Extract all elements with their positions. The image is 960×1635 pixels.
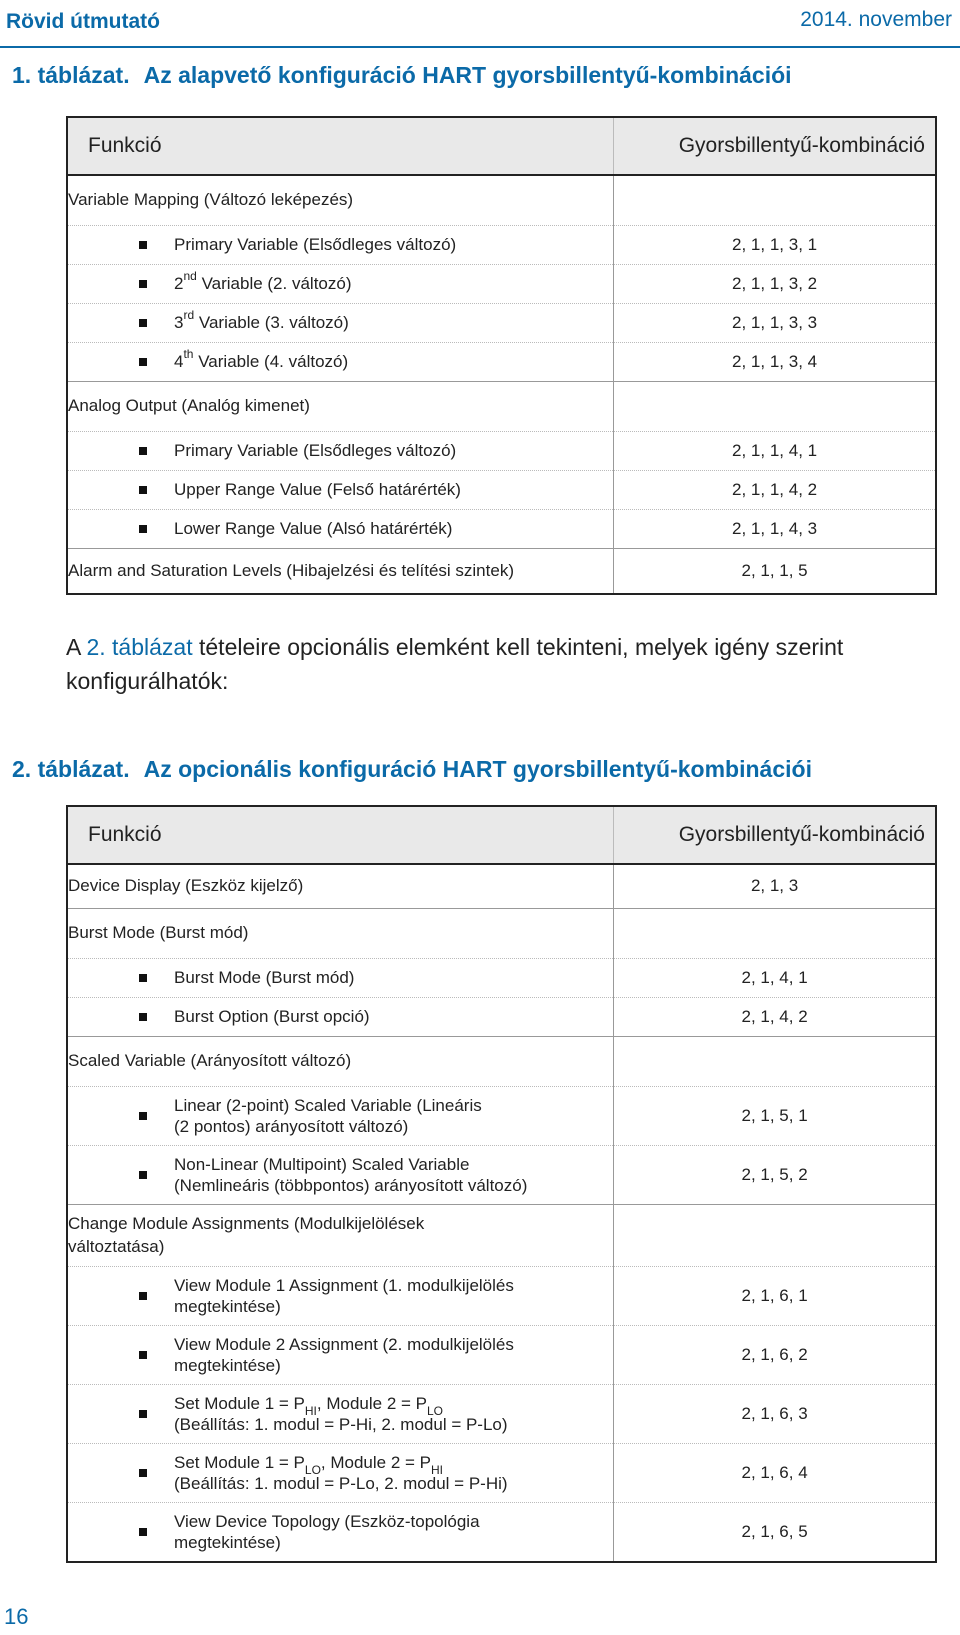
item-code: 2, 1, 1, 3, 2	[614, 264, 936, 303]
table-row	[67, 470, 936, 509]
table-row	[67, 1204, 936, 1266]
item-label: View Module 1 Assignment (1. modulkijelölés megtekintése)	[174, 1275, 514, 1316]
table1-col-function: Funkció	[67, 117, 614, 175]
item-code: 2, 1, 6, 3	[614, 1384, 936, 1443]
bullet-icon	[139, 1171, 147, 1179]
bullet-icon	[139, 280, 147, 288]
group-label: Burst Mode (Burst mód)	[67, 908, 614, 958]
item-label: Set Module $1 = P_{LO}$, Module $2 = P_{HI}$ (Beállítás: 1. modul = P-Lo, 2. modul = P-Hi)	[174, 1452, 508, 1493]
table-row	[67, 509, 936, 548]
bullet-icon	[139, 1351, 147, 1359]
bullet-icon	[139, 974, 147, 982]
intro-paragraph: A 2. táblázat tételeire opcionális elemként kell tekinteni, melyek igény szerint konfigurálhatók:	[66, 634, 844, 694]
item-label: 2nd Variable (2. változó)	[174, 269, 352, 293]
table-row	[67, 1036, 936, 1086]
table-row	[67, 1443, 936, 1502]
table-row	[67, 1145, 936, 1204]
table2-reference-link[interactable]: 2. táblázat	[86, 634, 193, 660]
bullet-icon	[139, 241, 147, 249]
table-row	[67, 264, 936, 303]
table-row	[67, 303, 936, 342]
table-row	[67, 548, 936, 594]
group-label: Analog Output (Analóg kimenet)	[67, 381, 614, 431]
group-label: Change Module Assignments (Modulkijelölések változtatása)	[67, 1204, 614, 1266]
item-label: Upper Range Value (Felső határérték)	[174, 480, 461, 499]
table-row	[67, 431, 936, 470]
table2-col-function: Funkció	[67, 806, 614, 864]
item-label: View Module 2 Assignment (2. modulkijelölés megtekintése)	[174, 1334, 514, 1375]
item-label: Primary Variable (Elsődleges változó)	[174, 235, 457, 254]
bullet-icon	[139, 1292, 147, 1300]
table1-header-row	[67, 117, 936, 175]
table2-number: 2. táblázat.	[12, 756, 130, 782]
table1-title: Az alapvető konfiguráció HART gyorsbillentyű-kombinációi	[143, 62, 792, 88]
item-code: 2, 1, 6, 1	[614, 1266, 936, 1325]
item-label: Primary Variable (Elsődleges változó)	[174, 441, 457, 460]
table2	[66, 805, 937, 1563]
bullet-icon	[139, 486, 147, 494]
item-label: View Device Topology (Eszköz-topológia megtekintése)	[174, 1511, 480, 1552]
table2-header-row	[67, 806, 936, 864]
table-row	[67, 908, 936, 958]
table-row	[67, 958, 936, 997]
bullet-icon	[139, 525, 147, 533]
table1-number: 1. táblázat.	[12, 62, 130, 88]
item-code: 2, 1, 6, 5	[614, 1502, 936, 1562]
table-row	[67, 997, 936, 1036]
item-label: Burst Mode (Burst mód)	[174, 968, 355, 987]
bullet-icon	[139, 319, 147, 327]
item-code: 2, 1, 5, 1	[614, 1086, 936, 1145]
group-label: Scaled Variable (Arányosított változó)	[67, 1036, 614, 1086]
bullet-icon	[139, 1013, 147, 1021]
table2-col-keys: Gyorsbillentyű-kombináció	[614, 806, 936, 864]
item-code: 2, 1, 4, 1	[614, 958, 936, 997]
group-label: Device Display (Eszköz kijelző)	[67, 864, 614, 908]
item-label: Non-Linear (Multipoint) Scaled Variable (Nemlineáris (többpontos) arányosított változó)	[174, 1154, 528, 1195]
group-code: 2, 1, 1, 5	[614, 548, 936, 594]
table1-col-keys: Gyorsbillentyű-kombináció	[614, 117, 936, 175]
item-code: 2, 1, 1, 4, 2	[614, 470, 936, 509]
group-code: 2, 1, 3	[614, 864, 936, 908]
table-row	[67, 1384, 936, 1443]
table-row	[67, 1266, 936, 1325]
bullet-icon	[139, 1112, 147, 1120]
bullet-icon	[139, 447, 147, 455]
item-code: 2, 1, 1, 3, 4	[614, 342, 936, 381]
group-label: Alarm and Saturation Levels (Hibajelzési és telítési szintek)	[67, 548, 614, 594]
table-row	[67, 381, 936, 431]
item-label: 4th Variable (4. változó)	[174, 347, 349, 371]
group-label: Variable Mapping (Változó leképezés)	[67, 175, 614, 225]
table-row	[67, 1086, 936, 1145]
table-row	[67, 864, 936, 908]
table-row	[67, 175, 936, 225]
item-code: 2, 1, 6, 4	[614, 1443, 936, 1502]
bullet-icon	[139, 1410, 147, 1418]
group-code	[614, 175, 936, 225]
table1-caption	[12, 62, 792, 89]
item-code: 2, 1, 5, 2	[614, 1145, 936, 1204]
document-title: Rövid útmutató	[6, 10, 160, 33]
table-row	[67, 1502, 936, 1562]
bullet-icon	[139, 1528, 147, 1536]
page-header	[0, 0, 960, 48]
item-code: 2, 1, 4, 2	[614, 997, 936, 1036]
item-label: Set Module $1 = P_{HI}$, Module $2 = P_{LO}$ (Beállítás: 1. modul = P-Hi, 2. modul = P-Lo)	[174, 1393, 508, 1434]
table-row	[67, 342, 936, 381]
table1	[66, 116, 937, 595]
item-code: 2, 1, 1, 4, 1	[614, 431, 936, 470]
item-code: 2, 1, 6, 2	[614, 1325, 936, 1384]
page-number: 16	[4, 1604, 29, 1629]
table2-caption	[12, 756, 812, 783]
item-label: Linear (2-point) Scaled Variable (Lineáris (2 pontos) arányosított változó)	[174, 1095, 482, 1136]
document-date: 2014. november	[800, 8, 952, 31]
item-label: Burst Option (Burst opció)	[174, 1007, 370, 1026]
group-code	[614, 381, 936, 431]
table-row	[67, 1325, 936, 1384]
bullet-icon	[139, 358, 147, 366]
bullet-icon	[139, 1469, 147, 1477]
item-code: 2, 1, 1, 4, 3	[614, 509, 936, 548]
item-label: Lower Range Value (Alsó határérték)	[174, 519, 453, 538]
item-code: 2, 1, 1, 3, 1	[614, 225, 936, 264]
table-row	[67, 225, 936, 264]
item-code: 2, 1, 1, 3, 3	[614, 303, 936, 342]
table2-title: Az opcionális konfiguráció HART gyorsbillentyű-kombinációi	[143, 756, 812, 782]
item-label: 3rd Variable (3. változó)	[174, 308, 349, 332]
